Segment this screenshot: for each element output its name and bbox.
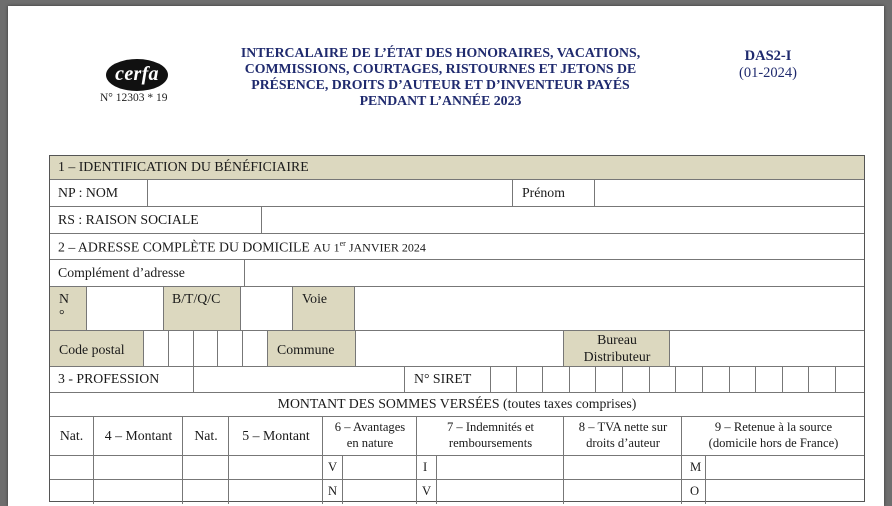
col8-field[interactable] <box>563 480 681 504</box>
prenom-label: Prénom <box>522 185 565 200</box>
code-postal-box[interactable] <box>193 331 217 367</box>
complement-field[interactable] <box>244 260 864 287</box>
code-postal-label-cell <box>50 331 143 367</box>
siret-box[interactable] <box>755 367 782 393</box>
col6-header: 6 – Avantages en nature <box>322 417 416 456</box>
col7-code-cell: V <box>416 480 436 504</box>
bureau-label-line1: Bureau <box>597 332 637 347</box>
cerfa-logo: cerfa <box>106 59 168 91</box>
montant4-field[interactable] <box>93 456 182 480</box>
col9-field[interactable] <box>705 456 864 480</box>
amounts-heading: MONTANT DES SOMMES VERSÉES (toutes taxes comprises) <box>277 396 637 411</box>
bureau-label-line2: Distributeur <box>583 349 651 364</box>
profession-label: 3 - PROFESSION <box>58 371 160 386</box>
col7-header: 7 – Indemnités et remboursements <box>416 417 563 456</box>
nat1-field[interactable] <box>50 456 93 480</box>
section1-heading: 1 – IDENTIFICATION DU BÉNÉFICIAIRE <box>58 159 309 174</box>
siret-box[interactable] <box>782 367 808 393</box>
btqc-field[interactable] <box>240 287 292 331</box>
numero-label-degree: ° <box>59 307 65 322</box>
montant5-field[interactable] <box>228 456 322 480</box>
prenom-label-cell <box>512 180 594 207</box>
col6-field[interactable] <box>342 456 416 480</box>
code-postal-row <box>50 330 864 367</box>
section2-heading: 2 – ADRESSE COMPLÈTE DU DOMICILE AU 1er JANVIER 2024 <box>58 239 426 255</box>
nom-row <box>50 179 864 207</box>
cerfa-number: N° 12303 * 19 <box>100 92 168 104</box>
siret-box[interactable] <box>595 367 622 393</box>
col9-code-cell: M <box>681 456 705 480</box>
form-version: (01-2024) <box>739 65 797 81</box>
form-code-block <box>708 48 828 82</box>
siret-box[interactable] <box>542 367 569 393</box>
voie-field[interactable] <box>354 287 864 331</box>
col9-header: 9 – Retenue à la source (domicile hors de France) <box>681 417 864 456</box>
nat2-field[interactable] <box>182 456 228 480</box>
title-line: PENDANT L’ANNÉE 2023 <box>359 93 522 108</box>
code-postal-box[interactable] <box>217 331 242 367</box>
complement-label: Complément d’adresse <box>58 265 185 280</box>
amounts-heading-row <box>50 392 864 417</box>
col-montant5-header: 5 – Montant <box>228 417 322 456</box>
numero-label-cell <box>50 287 86 331</box>
siret-box[interactable] <box>835 367 864 393</box>
amounts-data-row <box>50 479 864 504</box>
prenom-field[interactable] <box>594 180 864 207</box>
siret-label: N° SIRET <box>414 371 472 386</box>
siret-box[interactable] <box>516 367 542 393</box>
code-postal-label: Code postal <box>59 342 125 357</box>
col7-field[interactable] <box>436 456 563 480</box>
col7-code-cell: I <box>416 456 436 480</box>
siret-box[interactable] <box>622 367 649 393</box>
title-line: INTERCALAIRE DE L’ÉTAT DES HONORAIRES, VACATIONS, <box>240 45 641 60</box>
col-nat2-header: Nat. <box>182 417 228 456</box>
code-postal-box[interactable] <box>143 331 168 367</box>
nom-field[interactable] <box>147 180 512 207</box>
form-grid <box>49 155 865 502</box>
code-postal-box[interactable] <box>242 331 267 367</box>
voie-label-cell <box>292 287 354 331</box>
btqc-label-cell <box>163 287 240 331</box>
amounts-data-row <box>50 455 864 480</box>
title-line: PRÉSENCE, DROITS D’AUTEUR ET D’INVENTEUR PAYÉS <box>251 77 630 92</box>
col7-field[interactable] <box>436 480 563 504</box>
montant4-field[interactable] <box>93 480 182 504</box>
siret-box[interactable] <box>649 367 675 393</box>
siret-box[interactable] <box>702 367 729 393</box>
col8-field[interactable] <box>563 456 681 480</box>
form-title <box>213 45 668 109</box>
rs-label: RS : RAISON SOCIALE <box>58 212 199 227</box>
col-montant4-header: 4 – Montant <box>93 417 182 456</box>
profession-row <box>50 366 864 393</box>
complement-row <box>50 259 864 287</box>
amounts-columns-row <box>50 416 864 456</box>
raison-sociale-field[interactable] <box>261 207 864 234</box>
section2-heading-row <box>50 233 864 260</box>
col6-field[interactable] <box>342 480 416 504</box>
bureau-field[interactable] <box>669 331 864 367</box>
commune-label: Commune <box>277 342 335 357</box>
section1-heading-row <box>50 156 864 179</box>
numero-label: N <box>59 291 69 306</box>
siret-label-cell <box>404 367 490 393</box>
siret-box[interactable] <box>729 367 755 393</box>
form-code: DAS2-I <box>744 48 792 64</box>
raison-sociale-row <box>50 206 864 234</box>
col6-code-cell: V <box>322 456 342 480</box>
np-label: NP : NOM <box>58 185 119 200</box>
nat1-field[interactable] <box>50 480 93 504</box>
title-line: COMMISSIONS, COURTAGES, RISTOURNES ET JETONS DE <box>244 61 637 76</box>
siret-box[interactable] <box>808 367 835 393</box>
commune-label-cell <box>267 331 355 367</box>
voie-label: Voie <box>302 291 328 306</box>
commune-field[interactable] <box>355 331 563 367</box>
col6-code-cell: N <box>322 480 342 504</box>
nat2-field[interactable] <box>182 480 228 504</box>
numero-field[interactable] <box>86 287 163 331</box>
col9-field[interactable] <box>705 480 864 504</box>
montant5-field[interactable] <box>228 480 322 504</box>
bureau-label-cell <box>563 331 669 367</box>
col9-code-cell: O <box>681 480 705 504</box>
form-page <box>8 6 884 506</box>
siret-box[interactable] <box>675 367 702 393</box>
col8-header: 8 – TVA nette sur droits d’auteur <box>563 417 681 456</box>
btqc-label: B/T/Q/C <box>172 291 221 306</box>
col-nat1-header: Nat. <box>59 428 84 443</box>
siret-box[interactable] <box>569 367 595 393</box>
profession-field[interactable] <box>193 367 404 393</box>
siret-box[interactable] <box>490 367 516 393</box>
code-postal-box[interactable] <box>168 331 193 367</box>
voie-row <box>50 286 864 331</box>
